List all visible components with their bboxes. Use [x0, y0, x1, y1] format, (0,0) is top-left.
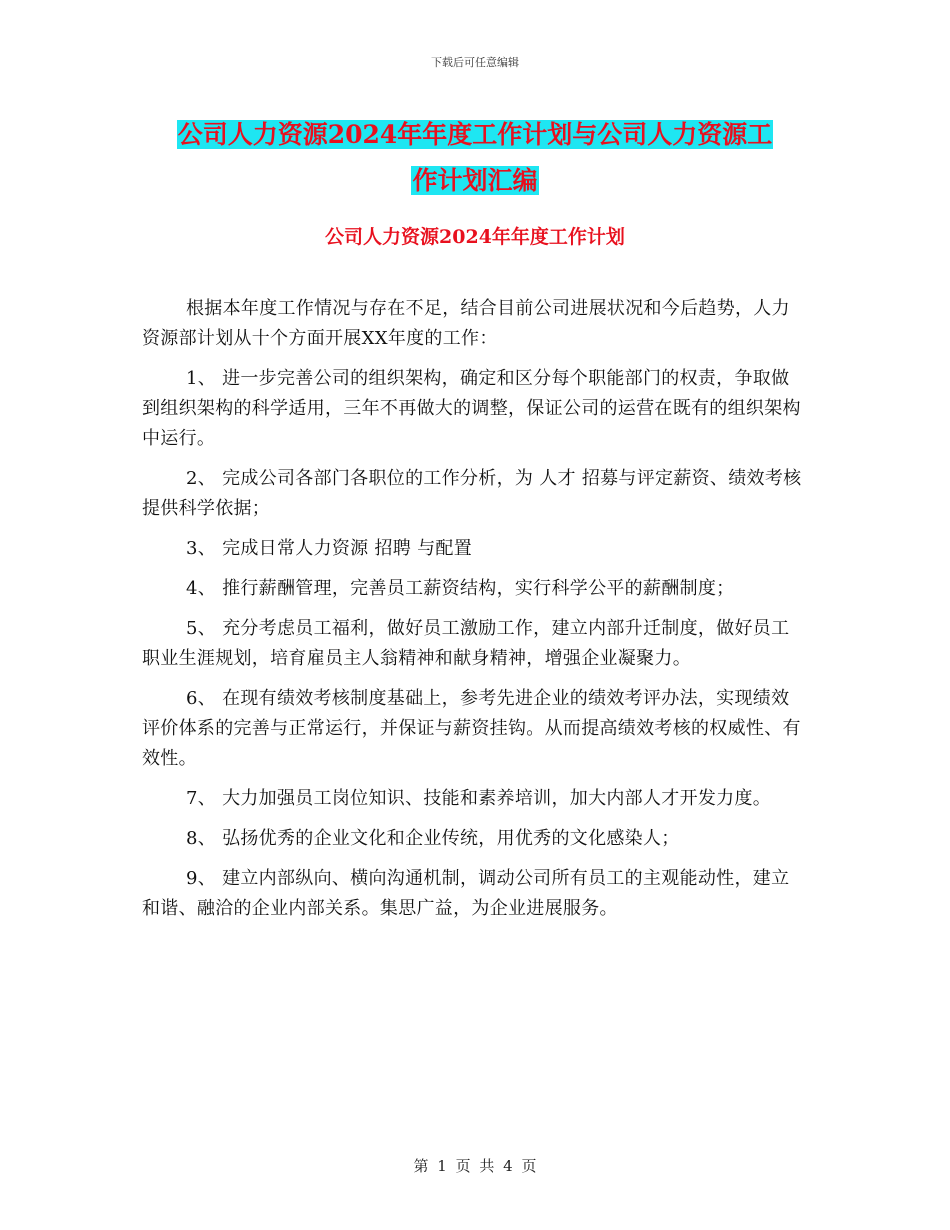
- document-body: [142, 294, 802, 934]
- list-item: 7、 大力加强员工岗位知识、技能和素养培训，加大内部人才开发力度。: [186, 788, 772, 809]
- list-item: 5、 充分考虑员工福利，做好员工激励工作，建立内部升迁制度，做好员工职业生涯规划，培育雇员主人翁精神和献身精神，增强企业凝聚力。: [142, 618, 790, 669]
- intro-paragraph: 根据本年度工作情况与存在不足，结合目前公司进展状况和今后趋势，人力资源部计划从十个方面开展XX年度的工作：: [142, 298, 790, 349]
- document-title-line-2: 作计划汇编: [412, 166, 538, 195]
- list-item: 8、 弘扬优秀的企业文化和企业传统，用优秀的文化感染人；: [186, 828, 680, 849]
- list-item: 2、 完成公司各部门各职位的工作分析，为 人才 招募与评定薪资、绩效考核提供科学依据；: [142, 468, 802, 519]
- page-number-footer: 第 1 页 共 4 页: [413, 1157, 537, 1175]
- list-item: 3、 完成日常人力资源 招聘 与配置: [186, 538, 473, 559]
- document-title-line-1: 公司人力资源2024年年度工作计划与公司人力资源工: [177, 120, 773, 149]
- list-item: 4、 推行薪酬管理，完善员工薪资结构，实行科学公平的薪酬制度；: [186, 578, 735, 599]
- section-title: 公司人力资源2024年年度工作计划: [325, 226, 625, 248]
- list-item: 1、 进一步完善公司的组织架构，确定和区分每个职能部门的权责，争取做到组织架构的科学适用，三年不再做大的调整，保证公司的运营在既有的组织架构中运行。: [142, 368, 801, 449]
- list-item: 9、 建立内部纵向、横向沟通机制，调动公司所有员工的主观能动性，建立和谐、融洽的企业内部关系。集思广益，为企业进展服务。: [142, 868, 790, 919]
- list-item: 6、 在现有绩效考核制度基础上，参考先进企业的绩效考评办法，实现绩效评价体系的完善与正常运行，并保证与薪资挂钩。从而提高绩效考核的权威性、有效性。: [142, 688, 801, 769]
- header-note: 下载后可任意编辑: [431, 56, 519, 69]
- document-title: [140, 112, 810, 204]
